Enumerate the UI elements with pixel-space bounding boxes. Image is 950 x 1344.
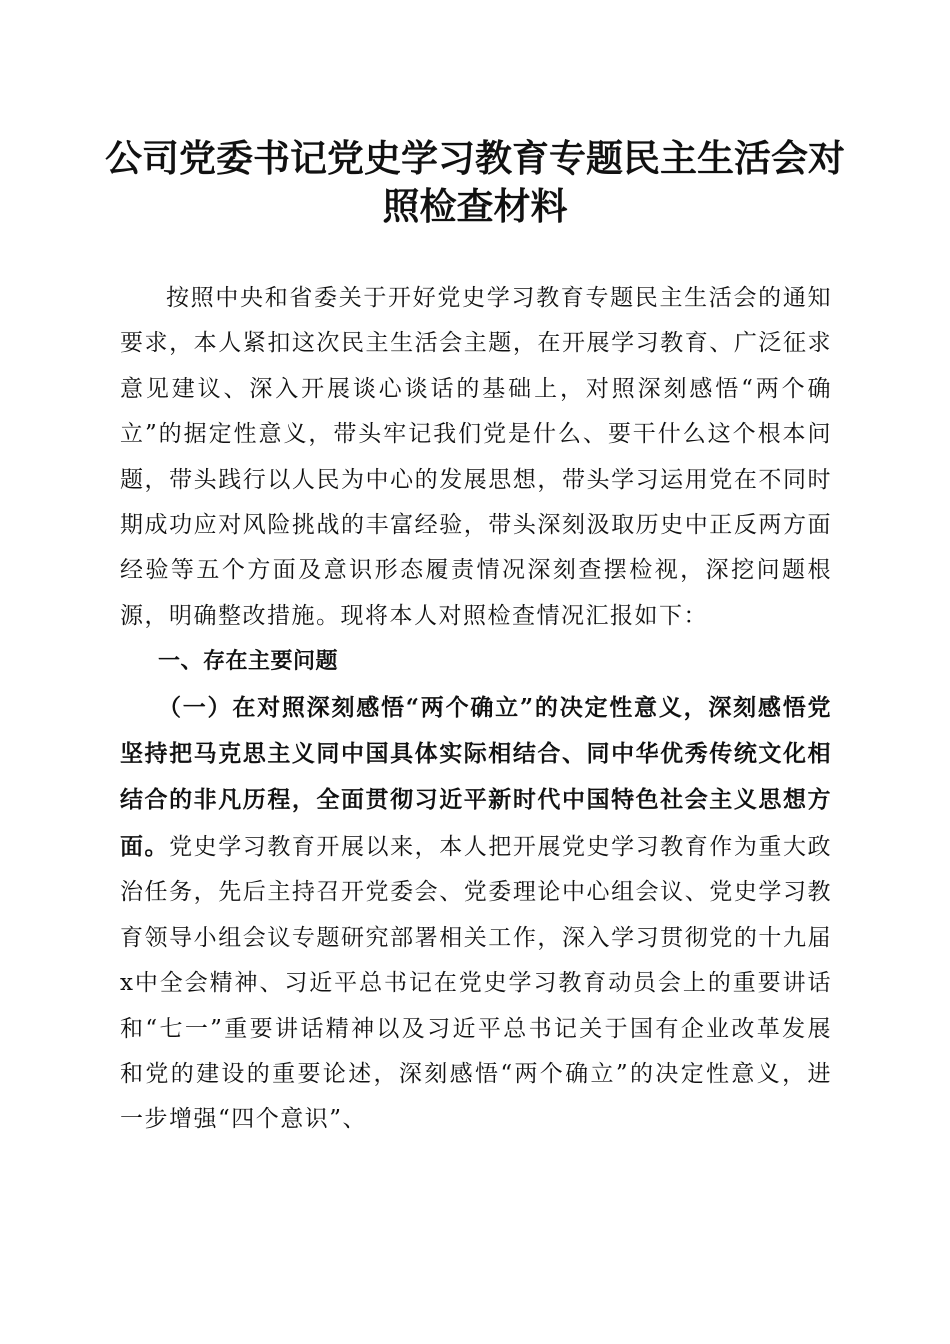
section-heading: 一、存在主要问题 bbox=[158, 649, 339, 675]
document-body bbox=[120, 276, 832, 1143]
document-title-line-1: 公司党委书记党史学习教育专题民主生活会对 bbox=[105, 136, 845, 180]
subsection-heading: （一）在对照深刻感悟“两个确立”的决定性意义，深刻感悟党坚持把马克思主义同中国具体实际相结合、同中华优秀传统文化相结合的非凡历程，全面贯彻习近平新时代中国特色社会主义思想方面。 bbox=[120, 693, 832, 860]
document-title bbox=[100, 134, 850, 230]
document-title-line-2: 照检查材料 bbox=[382, 184, 568, 228]
subsection-paragraph bbox=[120, 685, 832, 1143]
subsection-body: 党史学习教育开展以来，本人把开展党史学习教育作为重大政治任务，先后主持召开党委会、党委理论中心组会议、党史学习教育领导小组会议专题研究部署相关工作，深入学习贯彻党的十九届x中全会精神、习近平总书记在党史学习教育动员会上的重要讲话和“七一”重要讲话精神以及习近平总书记关于国有企业改革发展和党的建设的重要论述，深刻感悟“两个确立”的决定性意义，进一步增强“四个意识”、 bbox=[120, 833, 833, 1133]
intro-paragraph: 按照中央和省委关于开好党史学习教育专题民主生活会的通知要求，本人紧扣这次民主生活会主题，在开展学习教育、广泛征求意见建议、深入开展谈心谈话的基础上，对照深刻感悟“两个确立”的据定性意义，带头牢记我们党是什么、要干什么这个根本问题，带头践行以人民为中心的发展思想，带头学习运用党在不同时期成功应对风险挑战的丰富经验，带头深刻汲取历史中正反两方面经验等五个方面及意识形态履责情况深刻查摆检视，深挖问题根源，明确整改措施。现将本人对照检查情况汇报如下： bbox=[120, 285, 832, 629]
